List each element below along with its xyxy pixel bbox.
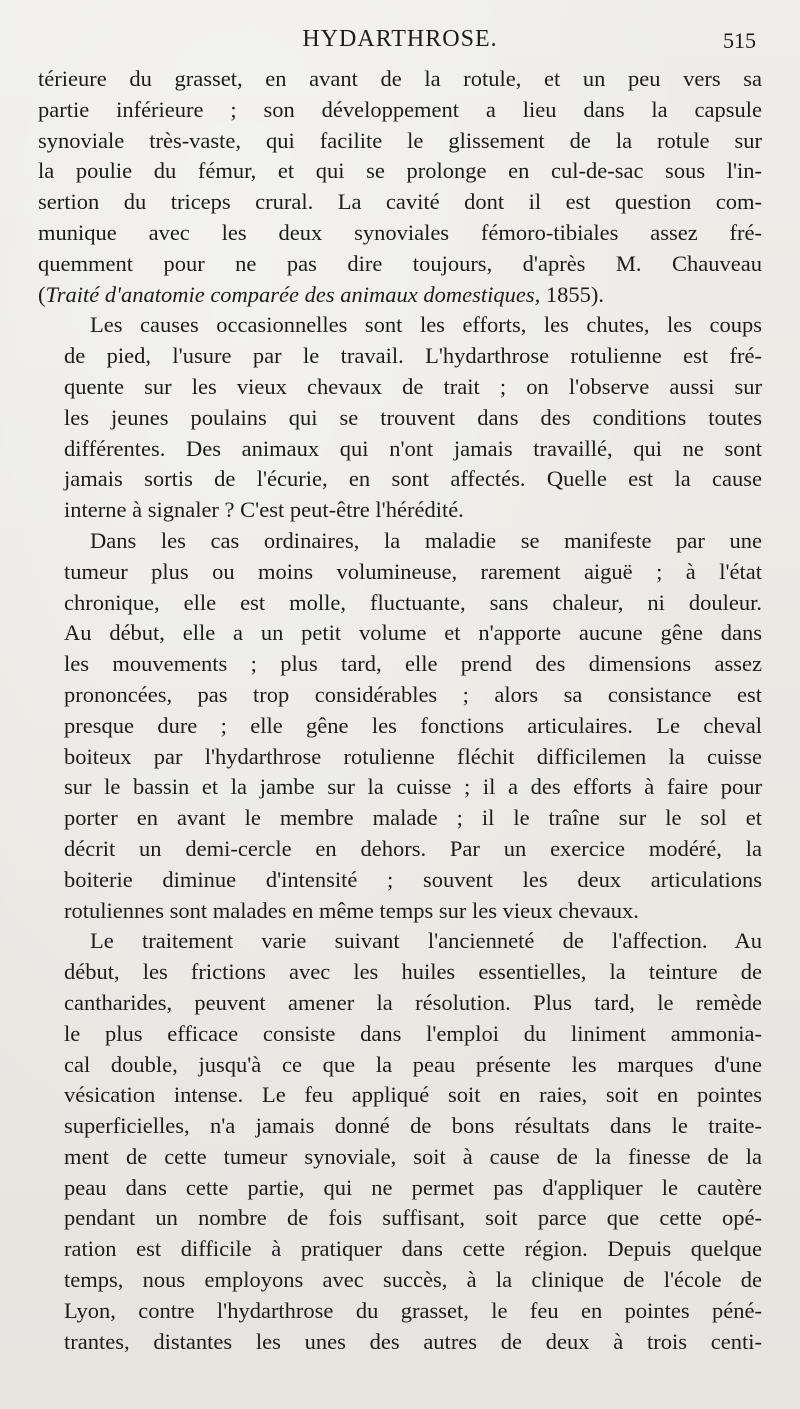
running-title: HYDARTHROSE. (302, 26, 498, 52)
text-line: (Traité d'anatomie comparée des animaux domestiques, 1855). (38, 281, 604, 307)
text-line: partie inférieure ; son développement a lieu dans la capsule (38, 96, 762, 122)
text-line: cantharides, peuvent amener la résolution. Plus tard, le remède (64, 989, 762, 1015)
text-line: cal double, jusqu'à ce que la peau présente les marques d'une (64, 1051, 762, 1077)
text-line: trantes, distantes les unes des autres de deux à trois centi- (64, 1328, 762, 1354)
text-line: porter en avant le membre malade ; il le traîne sur le sol et (64, 805, 762, 831)
text-line: différentes. Des animaux qui n'ont jamais travaillé, qui ne sont (64, 435, 762, 461)
text-line: boiterie diminue d'intensité ; souvent les deux articulations (64, 866, 762, 892)
text-line: rotuliennes sont malades en même temps sur les vieux chevaux. (64, 897, 639, 923)
text-line: de pied, l'usure par le travail. L'hydarthrose rotulienne est fré- (64, 343, 762, 369)
text-line: les mouvements ; plus tard, elle prend des dimensions assez (64, 651, 762, 677)
text-line: quemment pour ne pas dire toujours, d'après M. Chauveau (38, 250, 762, 276)
text-line: superficielles, n'a jamais donné de bons résultats dans le traite- (64, 1113, 762, 1139)
text-line: peau dans cette partie, qui ne permet pas d'appliquer le cautère (64, 1174, 762, 1200)
text-line: quente sur les vieux chevaux de trait ; on l'observe aussi sur (64, 373, 762, 399)
text-line: Dans les cas ordinaires, la maladie se manifeste par une (90, 527, 762, 553)
paragraph (38, 526, 762, 926)
text-line: chronique, elle est molle, fluctuante, sans chaleur, ni douleur. (64, 589, 762, 615)
text-line: presque dure ; elle gêne les fonctions articulaires. Le cheval (64, 712, 762, 738)
page-header (38, 20, 762, 60)
text-line: tumeur plus ou moins volumineuse, rarement aiguë ; à l'état (64, 558, 762, 584)
page-number: 515 (723, 28, 756, 53)
text-line: le plus efficace consiste dans l'emploi du liniment ammonia- (64, 1020, 762, 1046)
text-line: synoviale très-vaste, qui facilite le glissement de la rotule sur (38, 127, 762, 153)
text-line: Les causes occasionnelles sont les efforts, les chutes, les coups (90, 312, 762, 338)
text-line: début, les frictions avec les huiles essentielles, la teinture de (64, 959, 762, 985)
text-line: Le traitement varie suivant l'ancienneté de l'affection. Au (90, 928, 762, 954)
text-line: Lyon, contre l'hydarthrose du grasset, le feu en pointes péné- (64, 1297, 762, 1323)
text-line: ration est difficile à pratiquer dans cette région. Depuis quelque (64, 1236, 762, 1262)
text-line: interne à signaler ? C'est peut-être l'hérédité. (64, 497, 464, 523)
text-line: boiteux par l'hydarthrose rotulienne fléchit difficilemen la cuisse (64, 743, 762, 769)
text-line: jamais sortis de l'écurie, en sont affectés. Quelle est la cause (64, 466, 762, 492)
paragraph (38, 310, 762, 526)
text-line: vésication intense. Le feu appliqué soit en raies, soit en pointes (64, 1082, 762, 1108)
text-line: temps, nous employons avec succès, à la clinique de l'école de (64, 1267, 762, 1293)
cited-work-title: Traité d'anatomie comparée des animaux domestiques, (45, 281, 541, 307)
text-line: les jeunes poulains qui se trouvent dans des conditions toutes (64, 404, 762, 430)
paragraph (38, 926, 762, 1357)
text-line: la poulie du fémur, et qui se prolonge en cul-de-sac sous l'in- (38, 158, 762, 184)
paragraph (38, 64, 762, 310)
text-line: Au début, elle a un petit volume et n'apporte aucune gêne dans (64, 620, 762, 646)
text-line: ment de cette tumeur synoviale, soit à cause de la finesse de la (64, 1143, 762, 1169)
text-line: munique avec les deux synoviales fémoro-tibiales assez fré- (38, 219, 762, 245)
text-line: térieure du grasset, en avant de la rotule, et un peu vers sa (38, 66, 762, 91)
text-line: sertion du triceps crural. La cavité dont il est question com- (38, 189, 762, 215)
text-line: sur le bassin et la jambe sur la cuisse ; il a des efforts à faire pour (64, 774, 762, 800)
text-line: décrit un demi-cercle en dehors. Par un exercice modéré, la (64, 835, 762, 861)
text-line: prononcées, pas trop considérables ; alors sa consistance est (64, 681, 762, 707)
body-text (38, 64, 762, 1357)
text-line: pendant un nombre de fois suffisant, soit parce que cette opé- (64, 1205, 762, 1231)
